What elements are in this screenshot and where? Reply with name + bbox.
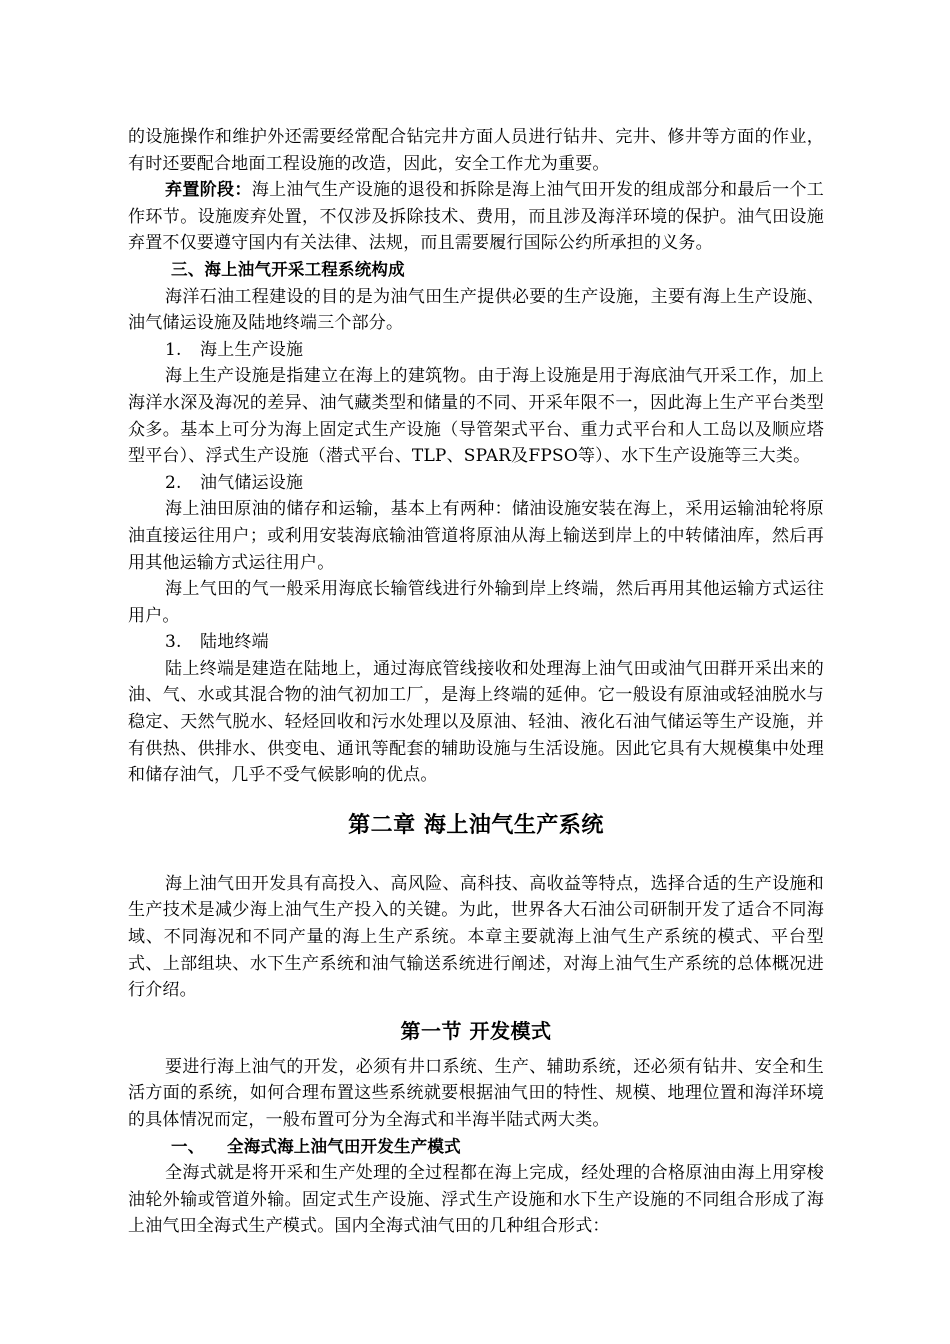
chapter-title: 第二章 海上油气生产系统: [348, 812, 604, 838]
abandonment-label: 弃置阶段：: [165, 180, 252, 201]
paragraph: 全海式就是将开采和生产处理的全过程都在海上完成，经处理的合格原油由海上用穿梭油轮外输或管道外输。固定式生产设施、浮式生产设施和水下生产设施的不同组合形成了海上油气田全海式生产模式。国内全海式油气田的几种组合形式：: [128, 1163, 824, 1237]
paragraph: 海上油气田开发具有高投入、高风险、高科技、高收益等特点，选择合适的生产设施和生产技术是减少海上油气生产投入的关键。为此，世界各大石油公司研制开发了适合不同海域、不同海况和不同产量的海上生产系统。本章主要就海上油气生产系统的模式、平台型式、上部组块、水下生产系统和油气输送系统进行阐述，对海上油气生产系统的总体概况进行介绍。: [128, 873, 824, 1001]
abandonment-text: 海上油气生产设施的退役和拆除是海上油气田开发的组成部分和最后一个工作环节。设施废弃处置，不仅涉及拆除技术、费用，而且涉及海洋环境的保护。油气田设施弃置不仅要遵守国内有关法律、法规，而且需要履行国际公约所承担的义务。: [128, 180, 824, 254]
list-label: 海上生产设施: [200, 339, 304, 360]
paragraph: 海洋石油工程建设的目的是为油气田生产提供必要的生产设施，主要有海上生产设施、油气储运设施及陆地终端三个部分。: [128, 286, 824, 334]
subsection-heading-full-offshore: [128, 1134, 824, 1161]
list-item-storage-transport: [128, 470, 824, 497]
paragraph: 海上生产设施是指建立在海上的建筑物。由于海上设施是用于海底油气开采工作，加上海洋水深及海况的差异、油气藏类型和储量的不同、开采年限不一，因此海上生产平台类型众多。基本上可分为海上固定式生产设施（导管架式平台、重力式平台和人工岛以及顺应塔型平台）、浮式生产设施（潜式平台、TLP、SPAR及FPSO等）、水下生产设施等三大类。: [128, 366, 824, 467]
paragraph: 海上油田原油的储存和运输，基本上有两种：储油设施安装在海上，采用运输油轮将原油直接运往用户；或利用安装海底输油管道将原油从海上输送到岸上的中转储油库，然后再用其他运输方式运往用户。: [128, 499, 824, 573]
paragraph: 海上气田的气一般采用海底长输管线进行外输到岸上终端，然后再用其他运输方式运往用户。: [128, 579, 824, 626]
list-item-offshore-production: [128, 337, 824, 364]
paragraph: 的设施操作和维护外还需要经常配合钻完井方面人员进行钻井、完井、修井等方面的作业，有时还要配合地面工程设施的改造，因此，安全工作尤为重要。: [128, 127, 824, 174]
document-page: [128, 124, 824, 1240]
list-item-onshore-terminal: [128, 629, 824, 656]
paragraph: 要进行海上油气的开发，必须有井口系统、生产、辅助系统，还必须有钻井、安全和生活方面的系统，如何合理布置这些系统就要根据油气田的特性、规模、地理位置和海洋环境的具体情况而定，一般布置可分为全海式和半海半陆式两大类。: [128, 1056, 824, 1130]
list-number: 3.: [165, 632, 182, 653]
list-label: 油气储运设施: [200, 472, 304, 493]
section-title: 第一节 开发模式: [400, 1018, 552, 1043]
list-number: 1.: [165, 339, 182, 360]
heading-number: 一、: [171, 1136, 205, 1156]
heading-text: 全海式海上油气田开发生产模式: [227, 1136, 461, 1156]
paragraph-abandonment: [128, 177, 824, 257]
subsection-heading: 三、海上油气开采工程系统构成: [171, 259, 405, 279]
paragraph: 陆上终端是建造在陆地上，通过海底管线接收和处理海上油气田或油气田群开采出来的油、气、水或其混合物的油气初加工厂，是海上终端的延伸。它一般设有原油或轻油脱水与稳定、天然气脱水、轻烃回收和污水处理以及原油、轻油、液化石油气储运等生产设施，并有供热、供排水、供变电、通讯等配套的辅助设施与生活设施。因此它具有大规模集中处理和储存油气，几乎不受气候影响的优点。: [128, 658, 824, 786]
list-label: 陆地终端: [200, 632, 269, 653]
list-number: 2.: [165, 472, 182, 493]
